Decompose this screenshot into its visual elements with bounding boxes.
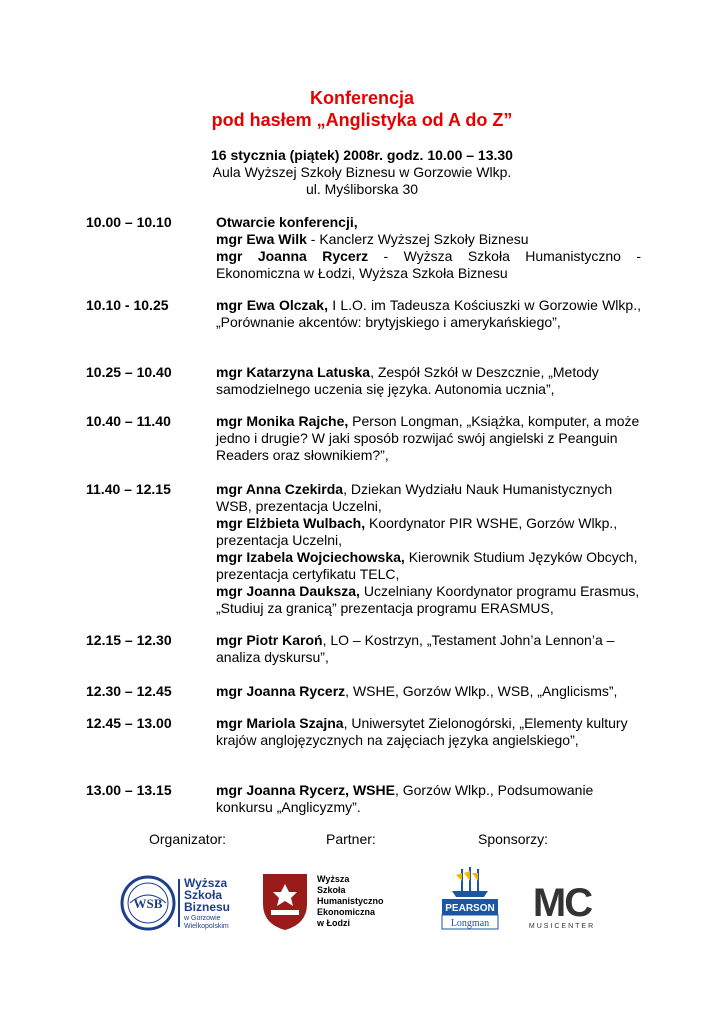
speaker-name: mgr Joanna Rycerz — [216, 248, 369, 264]
program-time: 10.00 – 10.10 — [86, 214, 172, 230]
speaker-details: , WSHE, Gorzów Wlkp., WSB, „Anglicisms”, — [345, 683, 618, 699]
conference-title: Konferencja — [309, 88, 415, 108]
partner-label: Partner: — [326, 831, 376, 847]
mc-letters: MC — [532, 881, 592, 925]
program-item — [86, 297, 641, 331]
speaker-name: Otwarcie konferencji, — [216, 214, 358, 230]
pearson-longman-logo — [440, 865, 500, 931]
program-description — [216, 782, 641, 816]
speaker-name: mgr Ewa Wilk — [216, 231, 307, 247]
speaker-details: , Zespół Szkół w Deszcznie, „Metody samodzielnego uczenia się języka. Autonomia ucznia”, — [216, 364, 599, 397]
program-time: 10.10 - 10.25 — [86, 297, 169, 313]
musicenter-logo — [518, 878, 606, 930]
speaker-name: mgr Izabela Wojciechowska, — [216, 549, 405, 565]
program-description — [216, 715, 641, 749]
program-time: 10.40 – 11.40 — [86, 413, 171, 429]
program-item — [86, 214, 641, 282]
program-item — [86, 364, 641, 398]
wsb-name-line3: Biznesu — [184, 900, 231, 914]
program-description — [216, 413, 641, 464]
program-time: 13.00 – 13.15 — [86, 782, 172, 798]
program-item — [86, 481, 641, 617]
longman-text: Longman — [450, 918, 490, 929]
speaker-details: , Dziekan Wydziału Nauk Humanistycznych WSB, prezentacja Uczelni, — [216, 481, 613, 514]
conference-subtitle: pod hasłem „Anglistyka od A do Z” — [211, 110, 513, 130]
organizer-label: Organizator: — [149, 831, 227, 847]
speaker-details: - Wyższa Szkoła Humanistyczno - Ekonomiczna w Łodzi, Wyższa Szkoła Biznesu — [216, 248, 641, 281]
program-description — [216, 214, 641, 282]
wshe-name-line4: Ekonomiczna — [317, 907, 376, 917]
speaker-name: mgr Joanna Dauksza, — [216, 583, 360, 599]
wsb-logo — [120, 873, 240, 933]
speaker-name: mgr Katarzyna Latuska — [216, 364, 371, 380]
wsb-emblem-icon — [120, 873, 240, 933]
speaker-details: Kierownik Studium Języków Obcych, prezentacja certyfikatu TELC, — [216, 549, 638, 582]
wshe-name-line3: Humanistyczno — [317, 896, 384, 906]
speaker-details: - Kanclerz Wyższej Szkoły Biznesu — [306, 231, 529, 247]
program-time: 12.30 – 12.45 — [86, 683, 172, 699]
musicenter-mc-icon — [518, 878, 606, 930]
mc-sub-text: MUSICENTER — [528, 923, 596, 930]
wsb-name-line2: Szkoła — [184, 888, 223, 902]
pearson-ship-icon — [440, 865, 500, 931]
wshe-name-line2: Szkoła — [317, 885, 346, 895]
wsb-badge-text: WSB — [133, 896, 163, 911]
wshe-name-line5: w Łodzi — [317, 918, 350, 928]
program-description — [216, 297, 641, 331]
speaker-details: , LO – Kostrzyn, „Testament John’a Lennon’a – analiza dyskursu”, — [216, 632, 615, 665]
sponsors-label: Sponsorzy: — [478, 831, 549, 847]
speaker-name: mgr Piotr Karoń — [216, 632, 323, 648]
speaker-details: , Gorzów Wlkp., Podsumowanie konkursu „Anglicyzmy”. — [216, 782, 594, 815]
program-time: 10.25 – 10.40 — [86, 364, 172, 380]
speaker-name: mgr Anna Czekirda — [216, 481, 344, 497]
program-description — [216, 632, 641, 666]
conference-venue: Aula Wyższej Szkoły Biznesu w Gorzowie Wlkp. — [212, 164, 512, 180]
pearson-text: PEARSON — [445, 903, 495, 914]
speaker-details: I L.O. im Tadeusza Kościuszki w Gorzowie Wlkp., „Porównanie akcentów: brytyjskiego i amerykańskiego”, — [216, 297, 641, 330]
speaker-details: Uczelniany Koordynator programu Erasmus, „Studiuj za granicą” prezentacja programu ERASMUS, — [216, 583, 640, 616]
conference-date: 16 stycznia (piątek) 2008r. godz. 10.00 – 13.30 — [211, 147, 513, 163]
wshe-logo — [255, 868, 395, 934]
program-item — [86, 632, 641, 666]
program-item — [86, 413, 641, 464]
wsb-city-line2: Wielkopolskim — [184, 923, 229, 930]
wshe-name-line1: Wyższa — [317, 874, 350, 884]
speaker-name: mgr Ewa Olczak, — [216, 297, 328, 313]
program-item — [86, 683, 641, 700]
program-description — [216, 481, 641, 617]
speaker-name: mgr Mariola Szajna — [216, 715, 344, 731]
speaker-name: mgr Elżbieta Wulbach, — [216, 515, 366, 531]
speaker-name: mgr Joanna Rycerz, WSHE — [216, 782, 395, 798]
wsb-name-line1: Wyższa — [184, 876, 228, 890]
program-description — [216, 683, 641, 700]
program-item — [86, 782, 641, 816]
speaker-details: Person Longman, „Książka, komputer, a może jedno i drugie? W jaki sposób rozwijać swój angielski z Peanguin Readers oraz słownikiem?”, — [216, 413, 640, 463]
speaker-name: mgr Monika Rajche, — [216, 413, 349, 429]
conference-address: ul. Myśliborska 30 — [305, 181, 419, 197]
program-description — [216, 364, 641, 398]
speaker-details: Koordynator PIR WSHE, Gorzów Wlkp., prezentacja Uczelni, — [216, 515, 618, 548]
wsb-city-line1: w Gorzowie — [184, 915, 221, 922]
wshe-emblem-icon — [255, 868, 395, 934]
program-time: 12.45 – 13.00 — [86, 715, 172, 731]
speaker-name: mgr Joanna Rycerz — [216, 683, 346, 699]
program-time: 12.15 – 12.30 — [86, 632, 172, 648]
speaker-details: , Uniwersytet Zielonogórski, „Elementy kultury krajów anglojęzycznych na zajęciach języka angielskiego”, — [216, 715, 628, 748]
program-item — [86, 715, 641, 749]
program-time: 11.40 – 12.15 — [86, 481, 171, 497]
